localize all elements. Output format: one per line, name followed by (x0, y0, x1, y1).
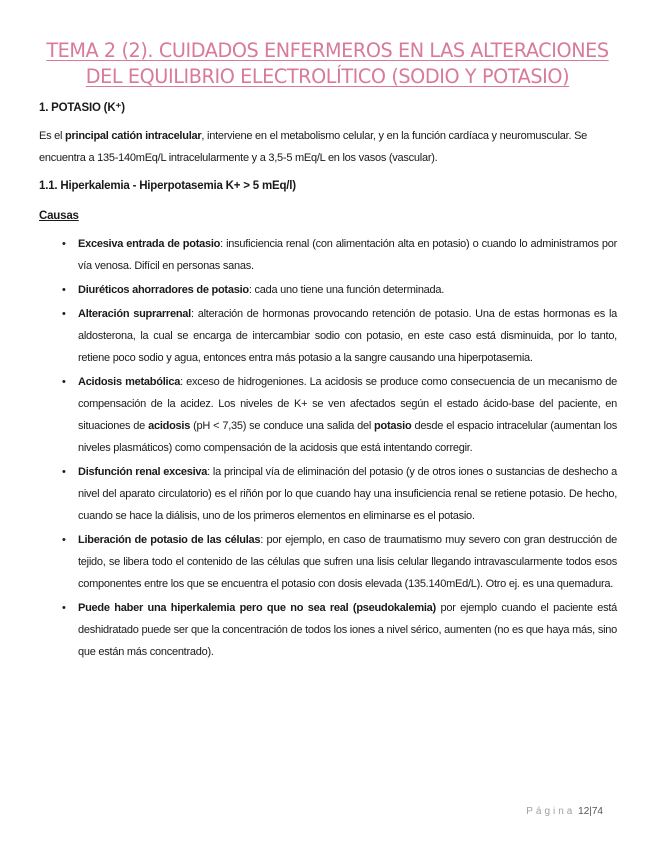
subsection-heading-hiperkalemia: 1.1. Hiperkalemia - Hiperpotasemia K+ > 5 mEq/l) (39, 180, 296, 192)
item-text: por ejemplo cuando el paciente está deshidratado puede ser que la concentración de todos los iones a nivel sérico, aumenten (no es que haya más, sino que están más concentrado). (78, 602, 617, 658)
item-text: : cada uno tiene una función determinada. (248, 284, 445, 296)
list-item (62, 303, 617, 369)
list-item (62, 279, 617, 301)
item-text: : por ejemplo, en caso de traumatismo muy severo con gran destrucción de tejido, se libera todo el contenido de las células que sufren una lisis celular llegando intravascularmente todos esos componentes entre los que se encuentra el potasio con dosis elevada (135.140mEd/L). Otro ej. es una quemadura. (78, 534, 617, 590)
item-text: : alteración de hormonas provocando retención de potasio. Una de estas hormonas es la aldosterona, la cual se encarga de intercambiar sodio con potasio, en este caso está disminuida, por lo tanto, retiene poco sodio y agua, entonces entra más potasio a la sangre causando una hiperpotasemia. (78, 308, 618, 364)
footer-page-number: 12 (578, 806, 590, 817)
footer-separator: | (589, 806, 592, 817)
bullet-icon: • (62, 376, 66, 388)
bullet-icon: • (62, 602, 66, 614)
item-text-3: desde el espacio intracelular (aumentan los niveles plasmáticos) como compensación de la acidosis que está intentando corregir. (78, 420, 617, 454)
intro-pre: Es el (39, 130, 66, 142)
list-item (62, 529, 617, 595)
intro-post: , interviene en el metabolismo celular, y en la función cardíaca y neuromuscular. Se encuentra a 135-140mEq/L intracelularmente y a 3,5-5 mEq/L en los vasos (vascular). (39, 130, 588, 164)
causes-list (62, 233, 617, 665)
item-bold-3: potasio (374, 420, 412, 432)
item-bold: Puede haber una hiperkalemia pero que no sea real (pseudokalemia) (78, 602, 436, 614)
item-bold: Liberación de potasio de las células (78, 534, 261, 546)
list-item (62, 461, 617, 527)
title-line-2: DEL EQUILIBRIO ELECTROLÍTICO (SODIO Y POTASIO) (85, 65, 570, 88)
title-line-1: TEMA 2 (2). CUIDADOS ENFERMEROS EN LAS ALTERACIONES (46, 39, 609, 62)
footer-page-word: Página (526, 806, 576, 817)
page-footer (526, 806, 603, 817)
document-title (30, 38, 625, 90)
bullet-icon: • (62, 238, 66, 250)
item-text: : exceso de hidrogeniones. La acidosis se produce como consecuencia de un mecanismo de compensación de la acidez. Los niveles de K+ se ven afectados según el estado ácido-base del paciente, en situaciones de (78, 376, 617, 432)
causas-heading: Causas (39, 210, 79, 222)
bullet-icon: • (62, 534, 66, 546)
item-bold: Alteración suprarrenal (78, 308, 191, 320)
intro-paragraph (39, 125, 617, 169)
bullet-icon: • (62, 308, 66, 320)
footer-page-total: 74 (591, 806, 603, 817)
list-item (62, 371, 617, 459)
item-text: : insuficiencia renal (con alimentación alta en potasio) o cuando lo administramos por vía venosa. Difícil en personas sanas. (78, 238, 618, 272)
item-bold-2: acidosis (148, 420, 191, 432)
list-item (62, 233, 617, 277)
list-item (62, 597, 617, 663)
bullet-icon: • (62, 466, 66, 478)
section-heading-potasio: 1. POTASIO (K⁺) (39, 102, 125, 114)
item-bold: Diuréticos ahorradores de potasio (78, 284, 249, 296)
item-bold: Acidosis metabólica (78, 376, 181, 388)
item-text-2: (pH < 7,35) se conduce una salida del (190, 420, 375, 432)
bullet-icon: • (62, 284, 66, 296)
item-bold: Excesiva entrada de potasio (78, 238, 221, 250)
item-text: : la principal vía de eliminación del potasio (y de otros iones o sustancias de deshecho a nivel del aparato circulatorio) es el riñón por lo que cuando hay una insuficiencia renal se retiene potasio. De hecho, cuando se hace la diálisis, uno de los primeros elementos en eliminarse es el potasio. (78, 466, 617, 522)
item-bold: Disfunción renal excesiva (78, 466, 208, 478)
intro-bold: principal catión intracelular (65, 130, 202, 142)
